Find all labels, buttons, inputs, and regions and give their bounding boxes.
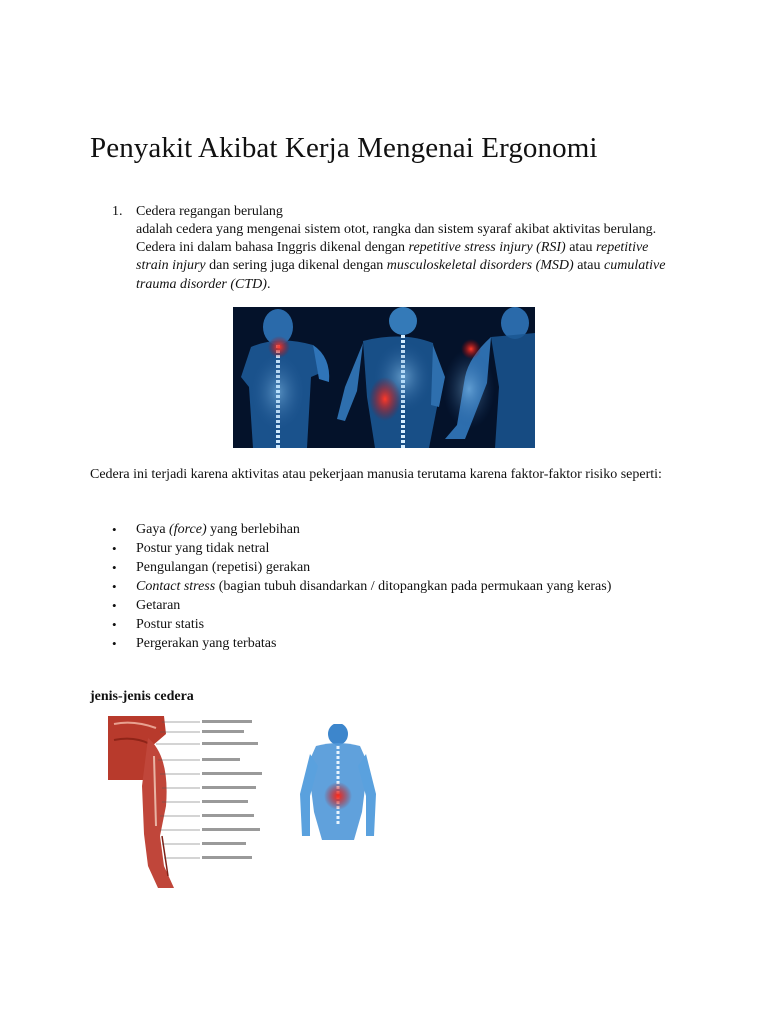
- list-item: [112, 634, 611, 653]
- body-text: .: [266, 276, 271, 292]
- arm-muscle-anatomy-image: [104, 716, 274, 888]
- list-term: Contact stress: [136, 579, 216, 594]
- body-text: dan sering juga dikenal dengan: [205, 258, 387, 274]
- body-text: atau: [573, 258, 605, 274]
- list-text: (bagian tubuh disandarkan / ditopangkan pada permukaan yang keras): [215, 579, 612, 594]
- list-text: Postur yang tidak netral: [136, 541, 270, 556]
- item-heading: Cedera regangan berulang: [136, 204, 283, 219]
- list-item: [112, 520, 611, 539]
- body-text: adalah cedera yang mengenai sistem otot, rangka dan sistem syaraf akibat aktivitas berulang. Cedera ini dalam bahasa Inggris dikenal dengan: [136, 222, 657, 256]
- term-msd: musculoskeletal disorders (MSD): [386, 258, 574, 274]
- bullet-icon: •: [112, 560, 117, 575]
- xray-pain-photo: [233, 307, 535, 448]
- item-body: [136, 221, 666, 294]
- list-text: Getaran: [136, 598, 181, 613]
- bullet-icon: •: [112, 636, 117, 651]
- list-text: Pergerakan yang terbatas: [136, 636, 277, 651]
- item-number: 1.: [112, 204, 123, 219]
- risk-factor-list: [112, 520, 611, 653]
- page-title: Penyakit Akibat Kerja Mengenai Ergonomi: [90, 132, 598, 164]
- body-text: atau: [565, 240, 597, 256]
- term-rsi: repetitive stress injury (RSI): [408, 240, 566, 256]
- list-item: [112, 558, 611, 577]
- list-text: Postur statis: [136, 617, 205, 632]
- bullet-icon: •: [112, 579, 117, 594]
- term-ctd: cumulative trauma disorder (CTD): [136, 258, 666, 292]
- list-item: [112, 596, 611, 615]
- list-text: Gaya: [136, 522, 170, 537]
- list-term: (force): [169, 522, 207, 537]
- section-subheading: jenis-jenis cedera: [90, 689, 194, 704]
- term-strain: repetitive strain injury: [136, 240, 649, 274]
- list-item: [112, 539, 611, 558]
- bullet-icon: •: [112, 522, 117, 537]
- intro-paragraph: Cedera ini terjadi karena aktivitas atau pekerjaan manusia terutama karena faktor-faktor risiko seperti:: [90, 467, 662, 482]
- list-item: [112, 615, 611, 634]
- list-item: [112, 577, 611, 596]
- bullet-icon: •: [112, 617, 117, 632]
- back-pain-xray-image: [296, 724, 380, 840]
- bullet-icon: •: [112, 541, 117, 556]
- list-text: yang berlebihan: [206, 522, 300, 537]
- bullet-icon: •: [112, 598, 117, 613]
- list-text: Pengulangan (repetisi) gerakan: [136, 560, 311, 575]
